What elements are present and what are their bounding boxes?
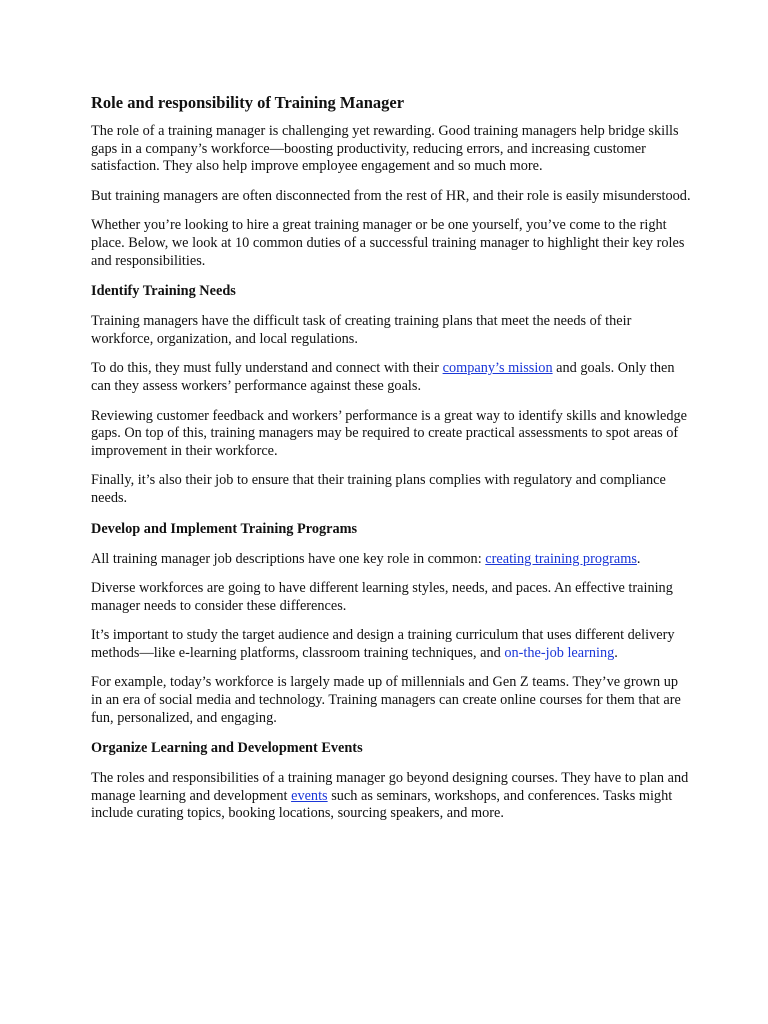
- document-title: Role and responsibility of Training Manager: [91, 93, 405, 112]
- intro-paragraph-3: Whether you’re looking to hire a great training manager or be one yourself, you’ve come to the right place. Below, we look at 10 common duties of a successful training manager to highlight their key roles and responsibilities.: [91, 217, 685, 269]
- section2-paragraph-3-text-before: It’s important to study the target audience and design a training curriculum that uses different delivery methods—like e-learning platforms, classroom training techniques, and: [91, 627, 675, 661]
- intro-paragraph-2: But training managers are often disconnected from the rest of HR, and their role is easily misunderstood.: [91, 187, 691, 204]
- section3-paragraph-1-text-before: The roles and responsibilities of a training manager go beyond designing courses. They have to plan and manage learning and development: [91, 770, 689, 804]
- section1-paragraph-2-text-after: and goals. Only then can they assess workers’ performance against these goals.: [91, 360, 675, 394]
- section3-paragraph-1: [91, 770, 691, 823]
- section1-paragraph-2-text-before: To do this, they must fully understand and connect with their: [91, 360, 443, 377]
- section2-paragraph-3-text-after: .: [614, 644, 618, 661]
- events-link[interactable]: events: [291, 787, 328, 804]
- intro-paragraph-1: The role of a training manager is challenging yet rewarding. Good training managers help bridge skills gaps in a company’s workforce—boosting productivity, reducing errors, and increasing customer satisfaction. They also help improve employee engagement and so much more.: [91, 123, 679, 175]
- section1-paragraph-2: [91, 360, 691, 395]
- company-mission-link[interactable]: company’s mission: [442, 360, 553, 377]
- section2-paragraph-1-text-after: .: [636, 550, 641, 567]
- section2-paragraph-3: [91, 627, 691, 662]
- section-heading-identify-training-needs: Identify Training Needs: [91, 283, 236, 300]
- section-heading-develop-training-programs: Develop and Implement Training Programs: [91, 520, 358, 537]
- document-page: [91, 93, 691, 835]
- section3-paragraph-1-text-after: such as seminars, workshops, and conferences. Tasks might include curating topics, booking locations, sourcing speakers, and more.: [91, 787, 673, 822]
- section1-paragraph-1: Training managers have the difficult task of creating training plans that meet the needs of their workforce, organization, and local regulations.: [91, 313, 632, 347]
- section1-paragraph-3: Reviewing customer feedback and workers’ performance is a great way to identify skills and knowledge gaps. On top of this, training managers may be required to create practical assessments to spot areas of improvement in their workforce.: [91, 407, 688, 459]
- section2-paragraph-1-text-before: All training manager job descriptions have one key role in common:: [91, 550, 486, 567]
- section1-paragraph-4: Finally, it’s also their job to ensure that their training plans complies with regulatory and compliance needs.: [91, 472, 666, 506]
- section2-paragraph-2: Diverse workforces are going to have different learning styles, needs, and paces. An effective training manager needs to consider these differences.: [91, 580, 673, 614]
- section2-paragraph-1: [91, 551, 691, 569]
- section-heading-organize-events: Organize Learning and Development Events: [91, 740, 363, 757]
- on-the-job-learning-link[interactable]: on-the-job learning: [504, 644, 615, 661]
- creating-training-programs-link[interactable]: creating training programs: [485, 550, 637, 567]
- section2-paragraph-4: For example, today’s workforce is largely made up of millennials and Gen Z teams. They’ve grown up in an era of social media and technology. Training managers can create online courses for them that are fun, personalized, and engaging.: [91, 674, 681, 726]
